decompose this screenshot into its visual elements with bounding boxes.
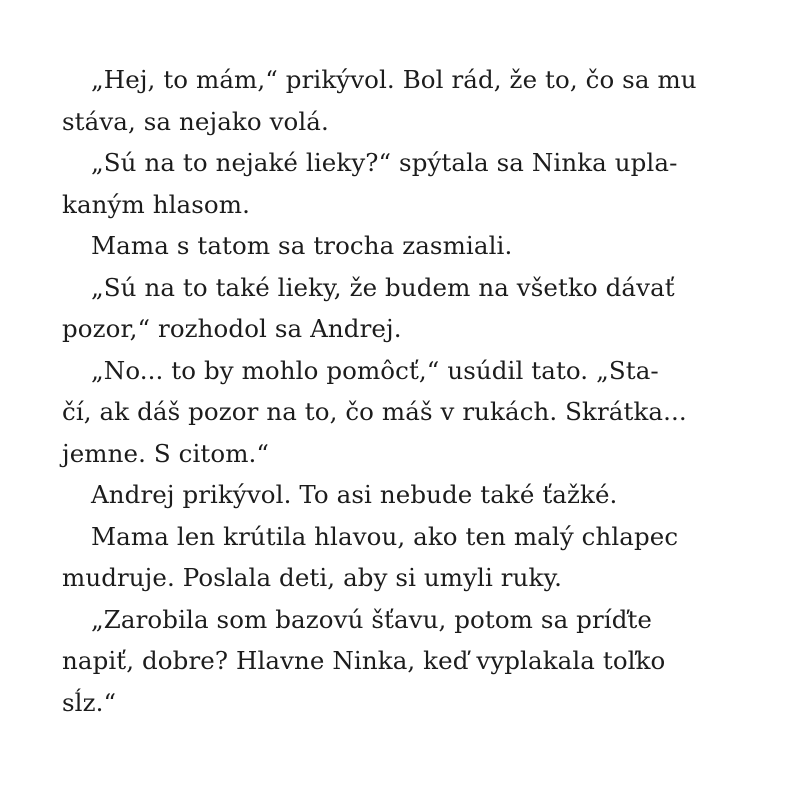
text-line: Andrej prikývol. To asi nebude také ťažké. xyxy=(91,480,618,509)
text-line: kaným hlasom. xyxy=(62,189,250,219)
text-line: napiť, dobre? Hlavne Ninka, keď vyplakala toľko xyxy=(62,646,666,675)
text-line: mudruje. Poslala deti, aby si umyli ruky. xyxy=(62,563,563,592)
text-line: „Sú na to nejaké lieky?“ spýtala sa Ninka upla- xyxy=(91,148,678,177)
text-line: pozor,“ rozhodol sa Andrej. xyxy=(62,314,402,343)
text-line: „Hej, to mám,“ prikývol. Bol rád, že to, čo sa mu xyxy=(91,65,697,94)
book-page-text xyxy=(62,59,742,723)
text-line: Mama s tatom sa trocha zasmiali. xyxy=(91,231,513,260)
text-line: Mama len krútila hlavou, ako ten malý chlapec xyxy=(91,521,679,551)
text-line: sĺz.“ xyxy=(62,687,117,717)
text-line: jemne. S citom.“ xyxy=(62,438,270,468)
text-line: čí, ak dáš pozor na to, čo máš v rukách. Skrátka... xyxy=(62,397,687,426)
text-line: „No... to by mohlo pomôcť,“ usúdil tato. „Sta- xyxy=(91,355,659,385)
text-line: „Zarobila som bazovú šťavu, potom sa príďte xyxy=(91,604,653,634)
text-line: „Sú na to také lieky, že budem na všetko dávať xyxy=(91,272,675,302)
text-line: stáva, sa nejako volá. xyxy=(62,106,329,136)
